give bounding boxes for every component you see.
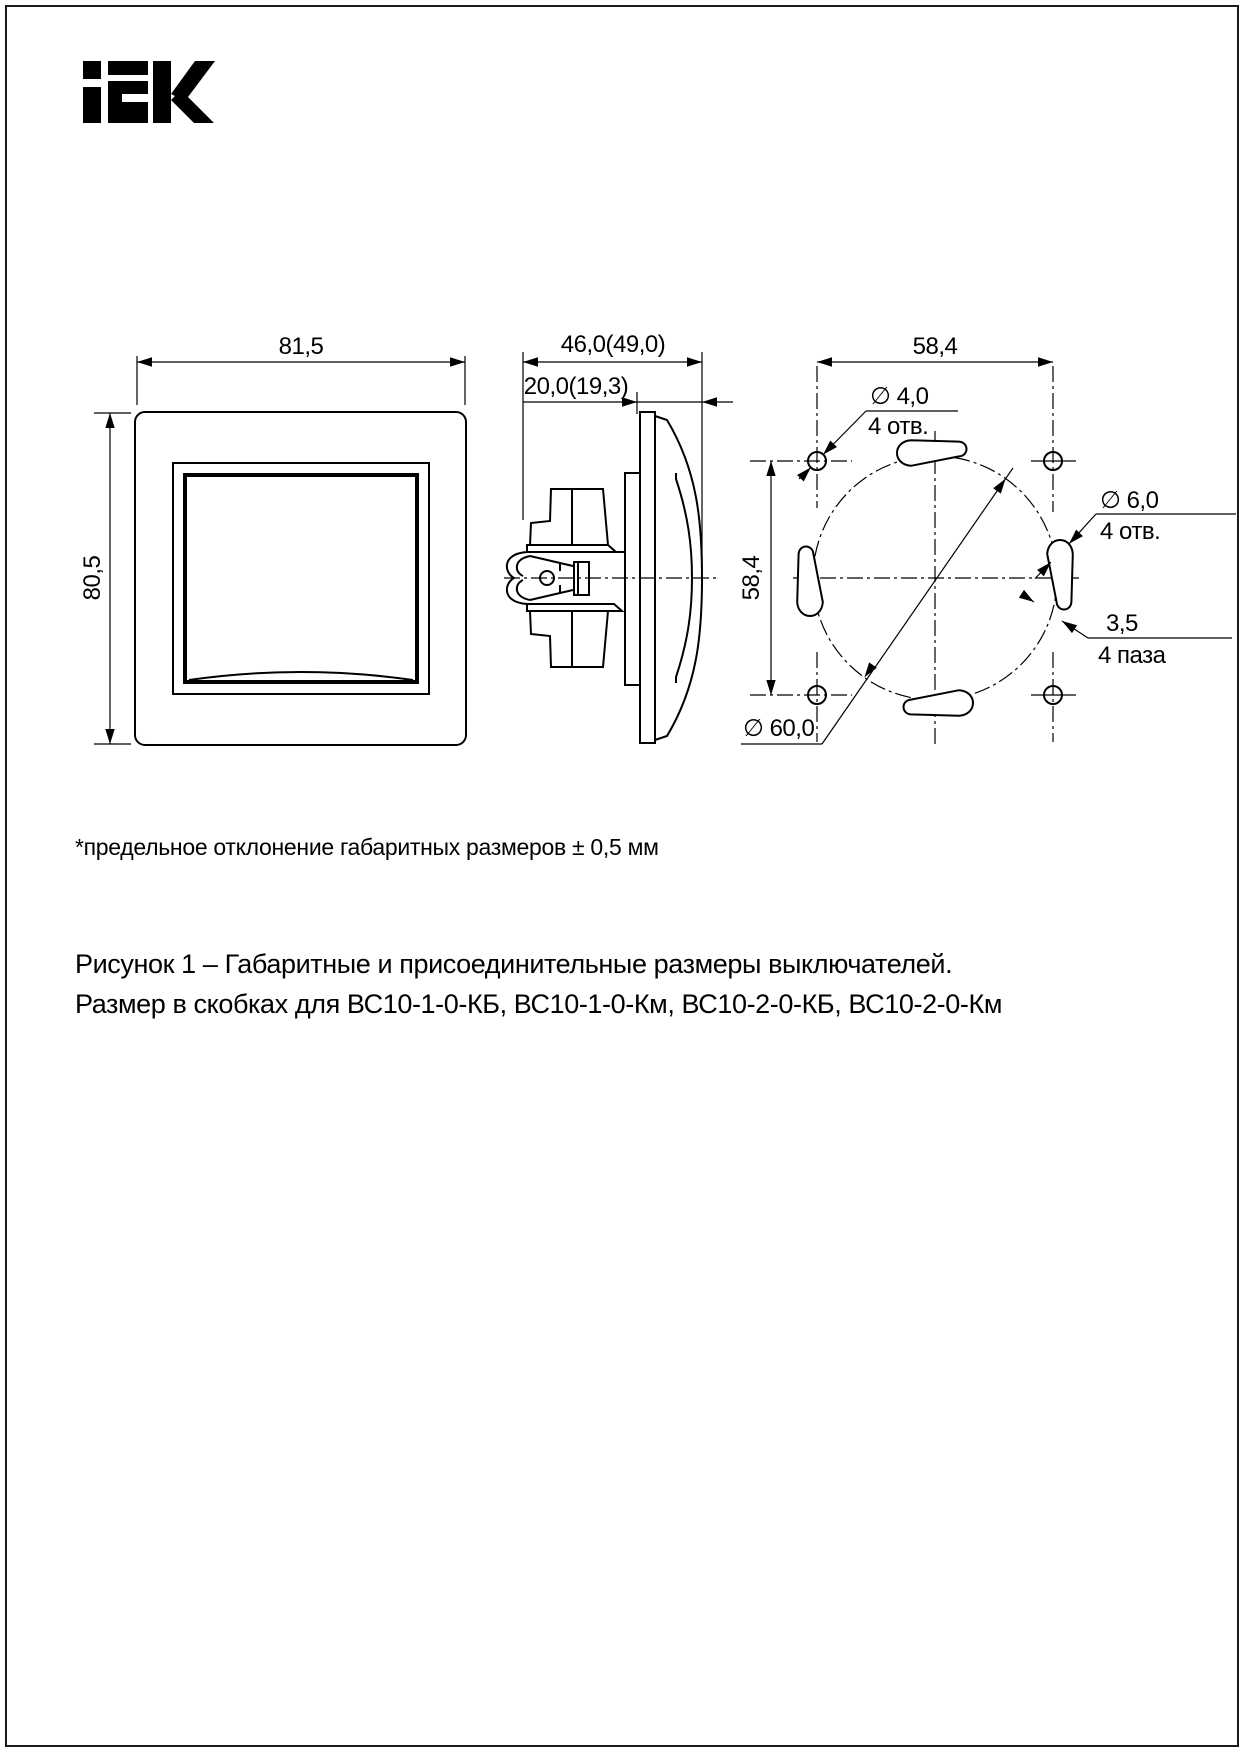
keyhole-slot-left xyxy=(797,547,823,617)
side-view xyxy=(504,331,733,743)
side-mech-upper-body xyxy=(530,489,608,545)
dim-front-width: 81,5 xyxy=(278,333,324,360)
keyhole-slot-top xyxy=(897,440,967,466)
logo-e-body xyxy=(108,81,148,123)
label-hole-small-qty: 4 отв. xyxy=(868,413,929,440)
label-hole-big-qty: 4 отв. xyxy=(1100,518,1161,545)
iek-logo xyxy=(83,61,215,123)
figure-caption-line2: Размер в скобках для ВС10-1-0-КБ, ВС10-1-0-Км, ВС10-2-0-КБ, ВС10-2-0-Км xyxy=(75,989,1002,1019)
label-hole-big-dia: ∅ 6,0 xyxy=(1100,487,1159,514)
front-view xyxy=(79,333,466,745)
side-mech-upper-flange xyxy=(527,545,616,552)
label-slot-width: 3,5 xyxy=(1106,610,1138,637)
side-mech-lower-body xyxy=(530,611,608,667)
dim-mount-circle: ∅ 60,0 xyxy=(743,715,815,742)
dim-side-protrusion: 20,0(19,3) xyxy=(523,373,629,400)
mounting-view xyxy=(738,333,1236,748)
keyhole-slot-right xyxy=(1047,540,1073,610)
keyhole-slot-bottom xyxy=(904,690,974,716)
front-rocker-bottom-curve xyxy=(189,672,413,680)
label-hole-small-dia: ∅ 4,0 xyxy=(870,383,929,410)
callout-hole-small xyxy=(797,383,958,482)
label-slot-qty: 4 паза xyxy=(1098,642,1166,669)
logo-e-top xyxy=(108,61,148,75)
figure-caption-line1: Рисунок 1 – Габаритные и присоединительные размеры выключателей. xyxy=(75,949,953,979)
logo-i-stem xyxy=(83,87,101,123)
dim-front-height: 80,5 xyxy=(79,555,106,601)
front-rocker-frame xyxy=(173,463,429,694)
side-mech-lower-flange xyxy=(527,604,622,611)
logo-k-stem xyxy=(153,61,171,123)
dim-side-depth: 46,0(49,0) xyxy=(560,331,666,358)
dim-mount-v: 58,4 xyxy=(738,555,765,601)
side-support-frame xyxy=(625,473,640,685)
front-rocker-key xyxy=(185,475,417,682)
page-border xyxy=(6,6,1238,1746)
figure-caption xyxy=(75,944,1002,1024)
callout-slot xyxy=(1019,590,1232,669)
tolerance-note: *предельное отклонение габаритных размеров ± 0,5 мм xyxy=(75,834,659,860)
logo-i-dot xyxy=(83,61,101,79)
dim-mount-h: 58,4 xyxy=(912,333,958,360)
logo-k-lower-arm xyxy=(171,90,214,123)
